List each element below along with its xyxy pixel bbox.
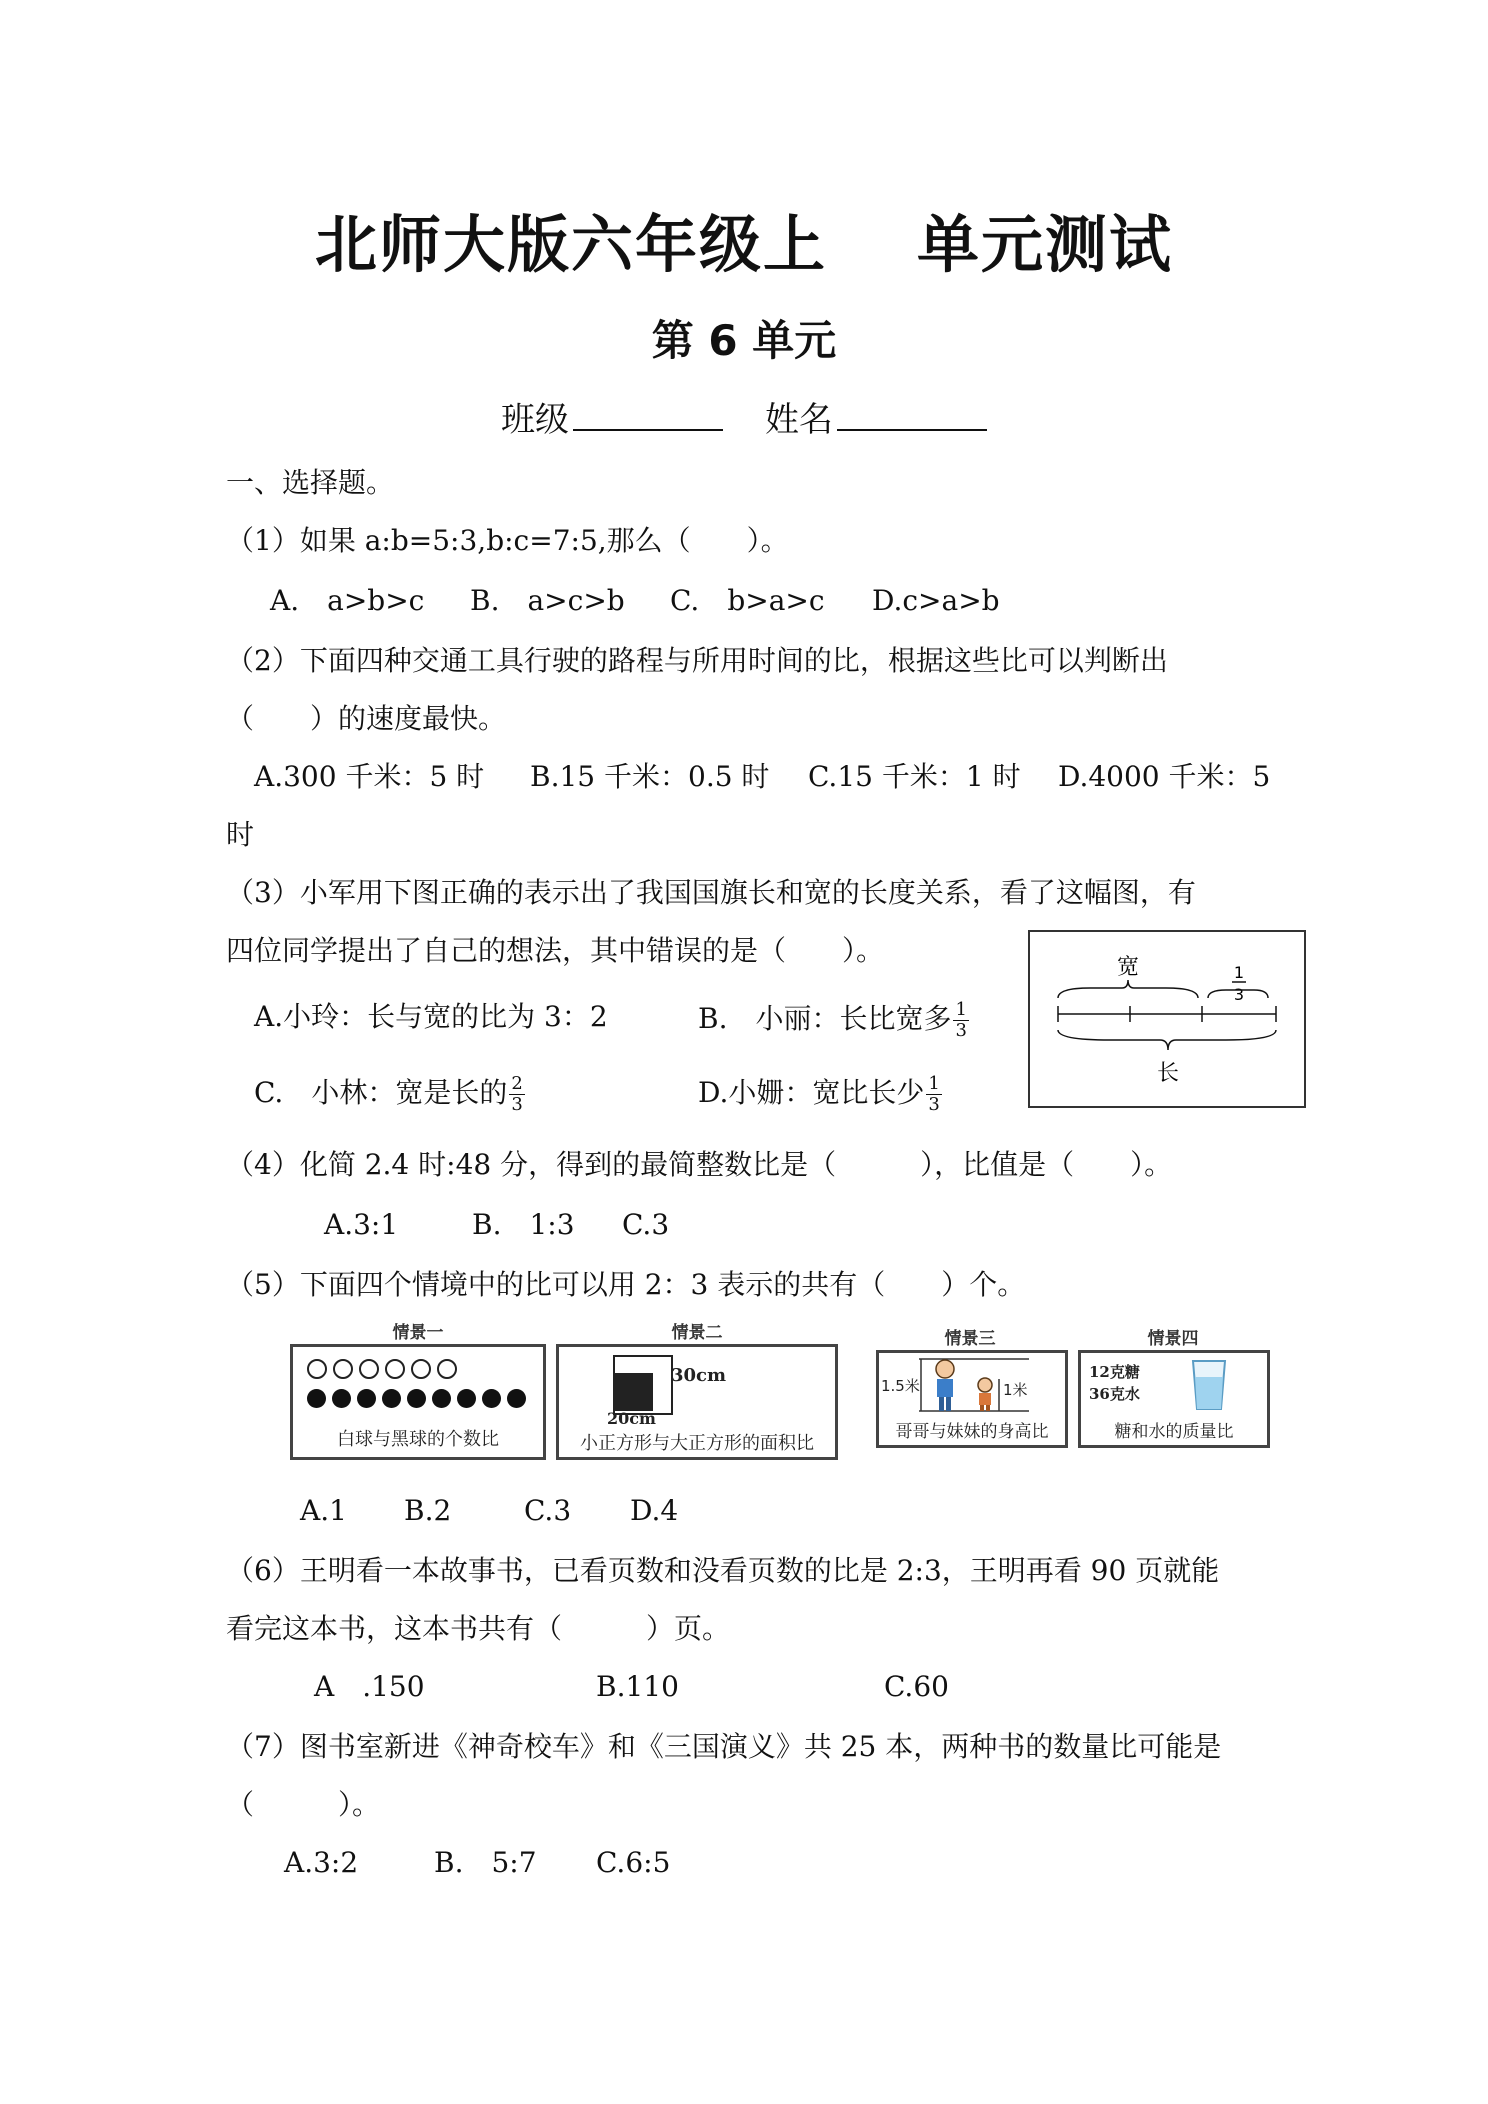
figure-frac-num: 1 [1233, 963, 1245, 982]
fraction-denominator: 3 [955, 1020, 967, 1041]
scene-4-title: 情景四 [1147, 1329, 1199, 1349]
q2-option-d-wrap: 时 [226, 818, 255, 851]
fraction-denominator: 3 [928, 1094, 940, 1115]
name-blank[interactable] [837, 399, 987, 431]
scene-2-box [556, 1344, 838, 1460]
q7-stem-line2: （ ）。 [226, 1788, 381, 1821]
scene-1-caption: 白球与黑球的个数比 [337, 1429, 499, 1450]
q5-option-b: B.2 [404, 1494, 452, 1527]
q1-option-a: A. a>b>c [270, 584, 425, 617]
figure-frac-den: 3 [1233, 985, 1245, 1004]
black-ball [332, 1389, 351, 1408]
q4-option-a: A.3:1 [324, 1208, 399, 1241]
length-label: 长 [1156, 1061, 1180, 1086]
white-ball [411, 1359, 431, 1379]
q4-option-b: B. 1:3 [472, 1208, 575, 1241]
flag-ratio-figure [1028, 930, 1306, 1108]
q2-stem-line1: （2）下面四种交通工具行驶的路程与所用时间的比，根据这些比可以判断出 [226, 644, 1168, 677]
q3-option-d-text: D.小姗：宽比长少 [698, 1076, 925, 1109]
q5-option-a: A.1 [300, 1494, 347, 1527]
white-ball [437, 1359, 457, 1379]
scene-1-title: 情景一 [392, 1323, 444, 1343]
black-ball [307, 1389, 326, 1408]
q3-option-b [698, 1000, 969, 1041]
white-ball [385, 1359, 405, 1379]
sister-head [978, 1378, 992, 1392]
page-subtitle: 第 6 单元 [651, 316, 837, 365]
brother-leg-right [946, 1397, 951, 1411]
water-glass-icon [1189, 1357, 1229, 1413]
fraction-numerator: 1 [955, 999, 967, 1020]
brother-head [936, 1360, 954, 1378]
q6-option-c: C.60 [884, 1670, 949, 1703]
student-info [0, 392, 1488, 441]
q3-stem-line1: （3）小军用下图正确的表示出了我国国旗长和宽的长度关系，看了这幅图，有 [226, 876, 1196, 909]
q7-option-b: B. 5:7 [434, 1846, 537, 1879]
class-label: 班级 [501, 400, 569, 440]
q3-fraction-c [509, 1074, 524, 1115]
scene-1-box [290, 1344, 546, 1460]
scene-3-box [876, 1350, 1068, 1448]
q4-stem: （4）化简 2.4 时:48 分，得到的最简整数比是（ ），比值是（ ）。 [226, 1148, 1173, 1181]
q5-option-d: D.4 [630, 1494, 679, 1527]
black-ball [382, 1389, 401, 1408]
q2-option-d: D.4000 千米：5 [1058, 760, 1271, 793]
q2-option-a: A.300 千米：5 时 [254, 760, 485, 793]
white-ball [307, 1359, 327, 1379]
q6-option-a: A .150 [314, 1670, 425, 1703]
width-label: 宽 [1116, 955, 1140, 980]
q3-option-a: A.小玲：长与宽的比为 3：2 [254, 1000, 608, 1033]
q3-fraction-b [953, 1000, 968, 1041]
scene-4-caption: 糖和水的质量比 [1114, 1422, 1234, 1442]
black-ball [432, 1389, 451, 1408]
q3-stem-line2: 四位同学提出了自己的想法，其中错误的是（ ）。 [226, 934, 885, 967]
q2-stem-line2: （ ）的速度最快。 [226, 702, 507, 735]
sister-leg-left [980, 1405, 984, 1411]
length-brace [1058, 1030, 1276, 1050]
q5-option-c: C.3 [524, 1494, 572, 1527]
scene-3-caption: 哥哥与妹妹的身高比 [895, 1422, 1049, 1442]
flag-ratio-diagram [1030, 932, 1304, 1106]
black-ball [482, 1389, 501, 1408]
brother-leg-left [939, 1397, 944, 1411]
q3-option-c-text: C. 小林：宽是长的 [254, 1076, 508, 1109]
q1-stem: （1）如果 a:b=5:3,b:c=7:5,那么（ ）。 [226, 524, 789, 557]
title-left: 北师大版六年级上 [314, 208, 827, 281]
brother-height-label: 1.5米 [881, 1377, 920, 1395]
fraction-denominator: 3 [511, 1094, 523, 1115]
q2-option-c: C.15 千米：1 时 [808, 760, 1021, 793]
black-balls-row [307, 1389, 526, 1408]
white-ball [359, 1359, 379, 1379]
q1-option-d: D.c>a>b [872, 584, 1000, 617]
q1-option-b: B. a>c>b [470, 584, 625, 617]
scene-3-title: 情景三 [944, 1329, 996, 1349]
q7-option-a: A.3:2 [284, 1846, 359, 1879]
black-ball [407, 1389, 426, 1408]
fraction-numerator: 1 [928, 1073, 940, 1094]
section-heading: 一、选择题。 [226, 466, 395, 499]
small-square-label: 20cm [607, 1409, 656, 1428]
q7-option-c: C.6:5 [596, 1846, 671, 1879]
white-balls-row [307, 1359, 457, 1379]
width-brace [1058, 980, 1198, 998]
q4-option-c: C.3 [622, 1208, 670, 1241]
white-ball [333, 1359, 353, 1379]
q6-stem-line2: 看完这本书，这本书共有（ ）页。 [226, 1612, 731, 1645]
q2-option-b: B.15 千米：0.5 时 [530, 760, 770, 793]
scene-2-title: 情景二 [671, 1323, 723, 1343]
name-label: 姓名 [765, 400, 833, 440]
small-square [615, 1373, 653, 1411]
scene-4-box [1078, 1350, 1270, 1448]
q3-option-b-text: B. 小丽：长比宽多 [698, 1002, 952, 1035]
sugar-label: 12克糖 [1089, 1363, 1140, 1381]
scene-2-caption: 小正方形与大正方形的面积比 [580, 1433, 814, 1454]
q5-stem: （5）下面四个情境中的比可以用 2：3 表示的共有（ ）个。 [226, 1268, 1026, 1301]
water-label: 36克水 [1089, 1385, 1140, 1403]
sister-height-label: 1米 [1003, 1381, 1028, 1399]
q6-stem-line1: （6）王明看一本故事书，已看页数和没看页数的比是 2:3，王明再看 90 页就能 [226, 1554, 1220, 1587]
brother-body [937, 1379, 953, 1397]
black-ball [357, 1389, 376, 1408]
class-blank[interactable] [573, 399, 723, 431]
q3-option-d [698, 1074, 942, 1115]
q1-option-c: C. b>a>c [670, 584, 825, 617]
q3-option-c [254, 1074, 525, 1115]
q7-stem-line1: （7）图书室新进《神奇校车》和《三国演义》共 25 本，两种书的数量比可能是 [226, 1730, 1222, 1763]
page-title [0, 195, 1488, 284]
black-ball [457, 1389, 476, 1408]
sister-body [979, 1393, 991, 1405]
q3-fraction-d [926, 1074, 941, 1115]
big-square-label: 30cm [671, 1365, 727, 1386]
black-ball [507, 1389, 526, 1408]
fraction-numerator: 2 [511, 1073, 523, 1094]
title-right: 单元测试 [917, 208, 1174, 281]
q6-option-b: B.110 [596, 1670, 679, 1703]
sister-leg-right [986, 1405, 990, 1411]
